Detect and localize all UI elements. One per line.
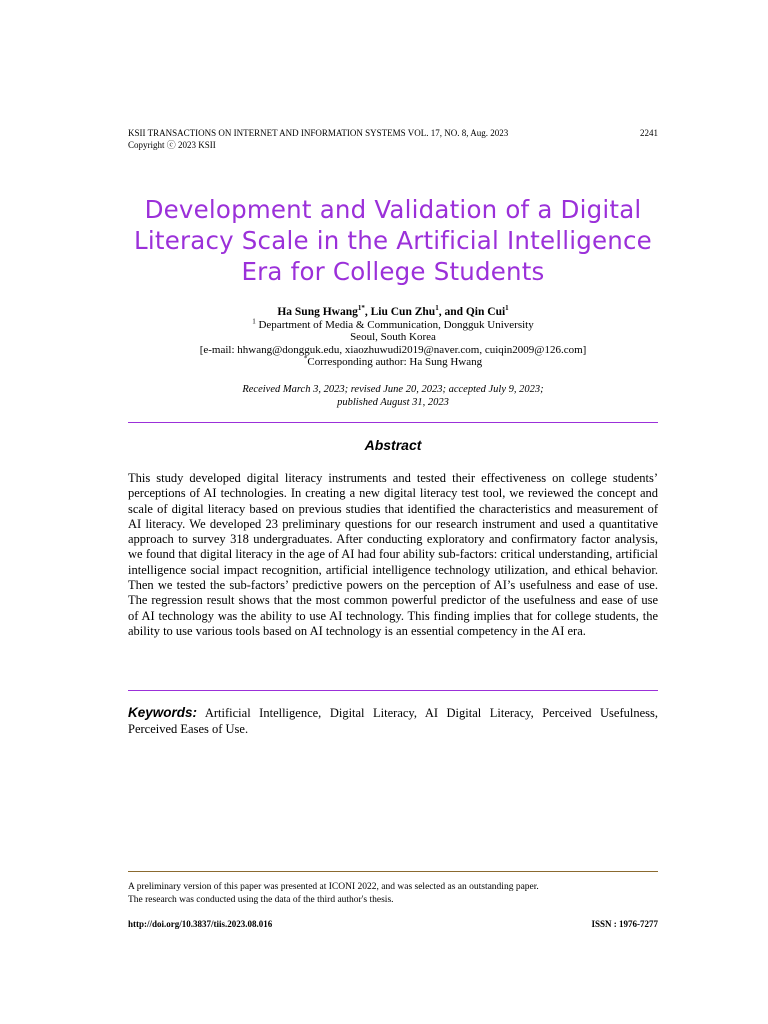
copyright: Copyright ⓒ 2023 KSII (128, 140, 216, 150)
title-line-3: Era for College Students (241, 257, 545, 286)
dates-line-2: published August 31, 2023 (337, 397, 449, 408)
author-1: Ha Sung Hwang (277, 306, 358, 318)
title-line-1: Development and Validation of a Digital (144, 195, 642, 224)
author-block (110, 306, 676, 369)
author-3-sup: 1 (505, 304, 509, 313)
corresponding-sup: * (303, 354, 308, 363)
dates-line-1: Received March 3, 2023; revised June 20, 2023; accepted July 9, 2023; (242, 384, 544, 395)
author-2-sup: 1 (435, 304, 439, 313)
affiliation (110, 316, 676, 332)
author-sep-1: , (364, 306, 371, 318)
keywords (128, 705, 658, 737)
page-footer (128, 919, 658, 929)
paper-title (110, 194, 676, 287)
location: Seoul, South Korea (350, 331, 436, 343)
footnote (128, 881, 658, 907)
divider-top (128, 422, 658, 423)
title-line-2: Literacy Scale in the Artificial Intelligence (134, 226, 652, 255)
email-list: [e-mail: hhwang@dongguk.edu, xiaozhuwudi2019@naver.com, cuiqin2009@126.com] (199, 343, 587, 356)
divider-bottom (128, 690, 658, 691)
journal-name: KSII TRANSACTIONS ON INTERNET AND INFORMATION SYSTEMS VOL. 17, NO. 8, Aug. 2023 (128, 128, 509, 138)
affiliation-text: Department of Media & Communication, Dongguk University (255, 318, 534, 331)
author-names (110, 306, 676, 319)
keywords-label: Keywords: (128, 705, 198, 720)
running-header (128, 127, 658, 151)
corresponding-author (110, 356, 676, 369)
issn: ISSN : 1976-7277 (591, 919, 658, 929)
footnote-line-1: A preliminary version of this paper was presented at ICONI 2022, and was selected as an outstanding paper. (128, 882, 539, 892)
author-1-sup: 1* (357, 304, 365, 313)
author-sep-2: , and (438, 306, 466, 318)
footnote-divider (128, 871, 658, 872)
page-number: 2241 (640, 128, 658, 138)
corresponding-text: Corresponding author: Ha Sung Hwang (307, 356, 483, 368)
abstract-text: This study developed digital literacy instruments and tested their effectiveness on college students’ perceptions of AI technologies. In creating a new digital literacy test tool, we reviewed the concept and scale of digital literacy based on previous studies that identified the characteristics and measurement of AI literacy. We developed 23 preliminary questions for our research instrument and used a quantitative approach to survey 318 undergraduates. After conducting exploratory and confirmatory factor analysis, we found that digital literacy in the age of AI had four ability sub-factors: critical understanding, artificial intelligence social impact recognition, artificial intelligence technology utilization, and ethical behavior. Then we tested the sub-factors’ predictive powers on the perception of AI’s usefulness and ease of use. The regression result shows that the most common powerful predictor of the usefulness and ease of use of AI technology was the ability to use AI technology. This finding implies that for college students, the ability to use various tools based on AI technology is an essential competency in the AI era. (128, 471, 658, 638)
author-2: Liu Cun Zhu (370, 306, 436, 318)
doi-link[interactable]: http://doi.org/10.3837/tiis.2023.08.016 (128, 919, 273, 929)
footnote-line-2: The research was conducted using the data of the third author's thesis. (128, 895, 394, 905)
keywords-text: Artificial Intelligence, Digital Literacy, AI Digital Literacy, Perceived Usefulness, Perceived Eases of Use. (128, 706, 658, 736)
publication-dates (110, 383, 676, 409)
affiliation-sup: 1 (252, 316, 256, 325)
author-3: Qin Cui (465, 306, 506, 318)
abstract-heading: Abstract (364, 437, 422, 453)
